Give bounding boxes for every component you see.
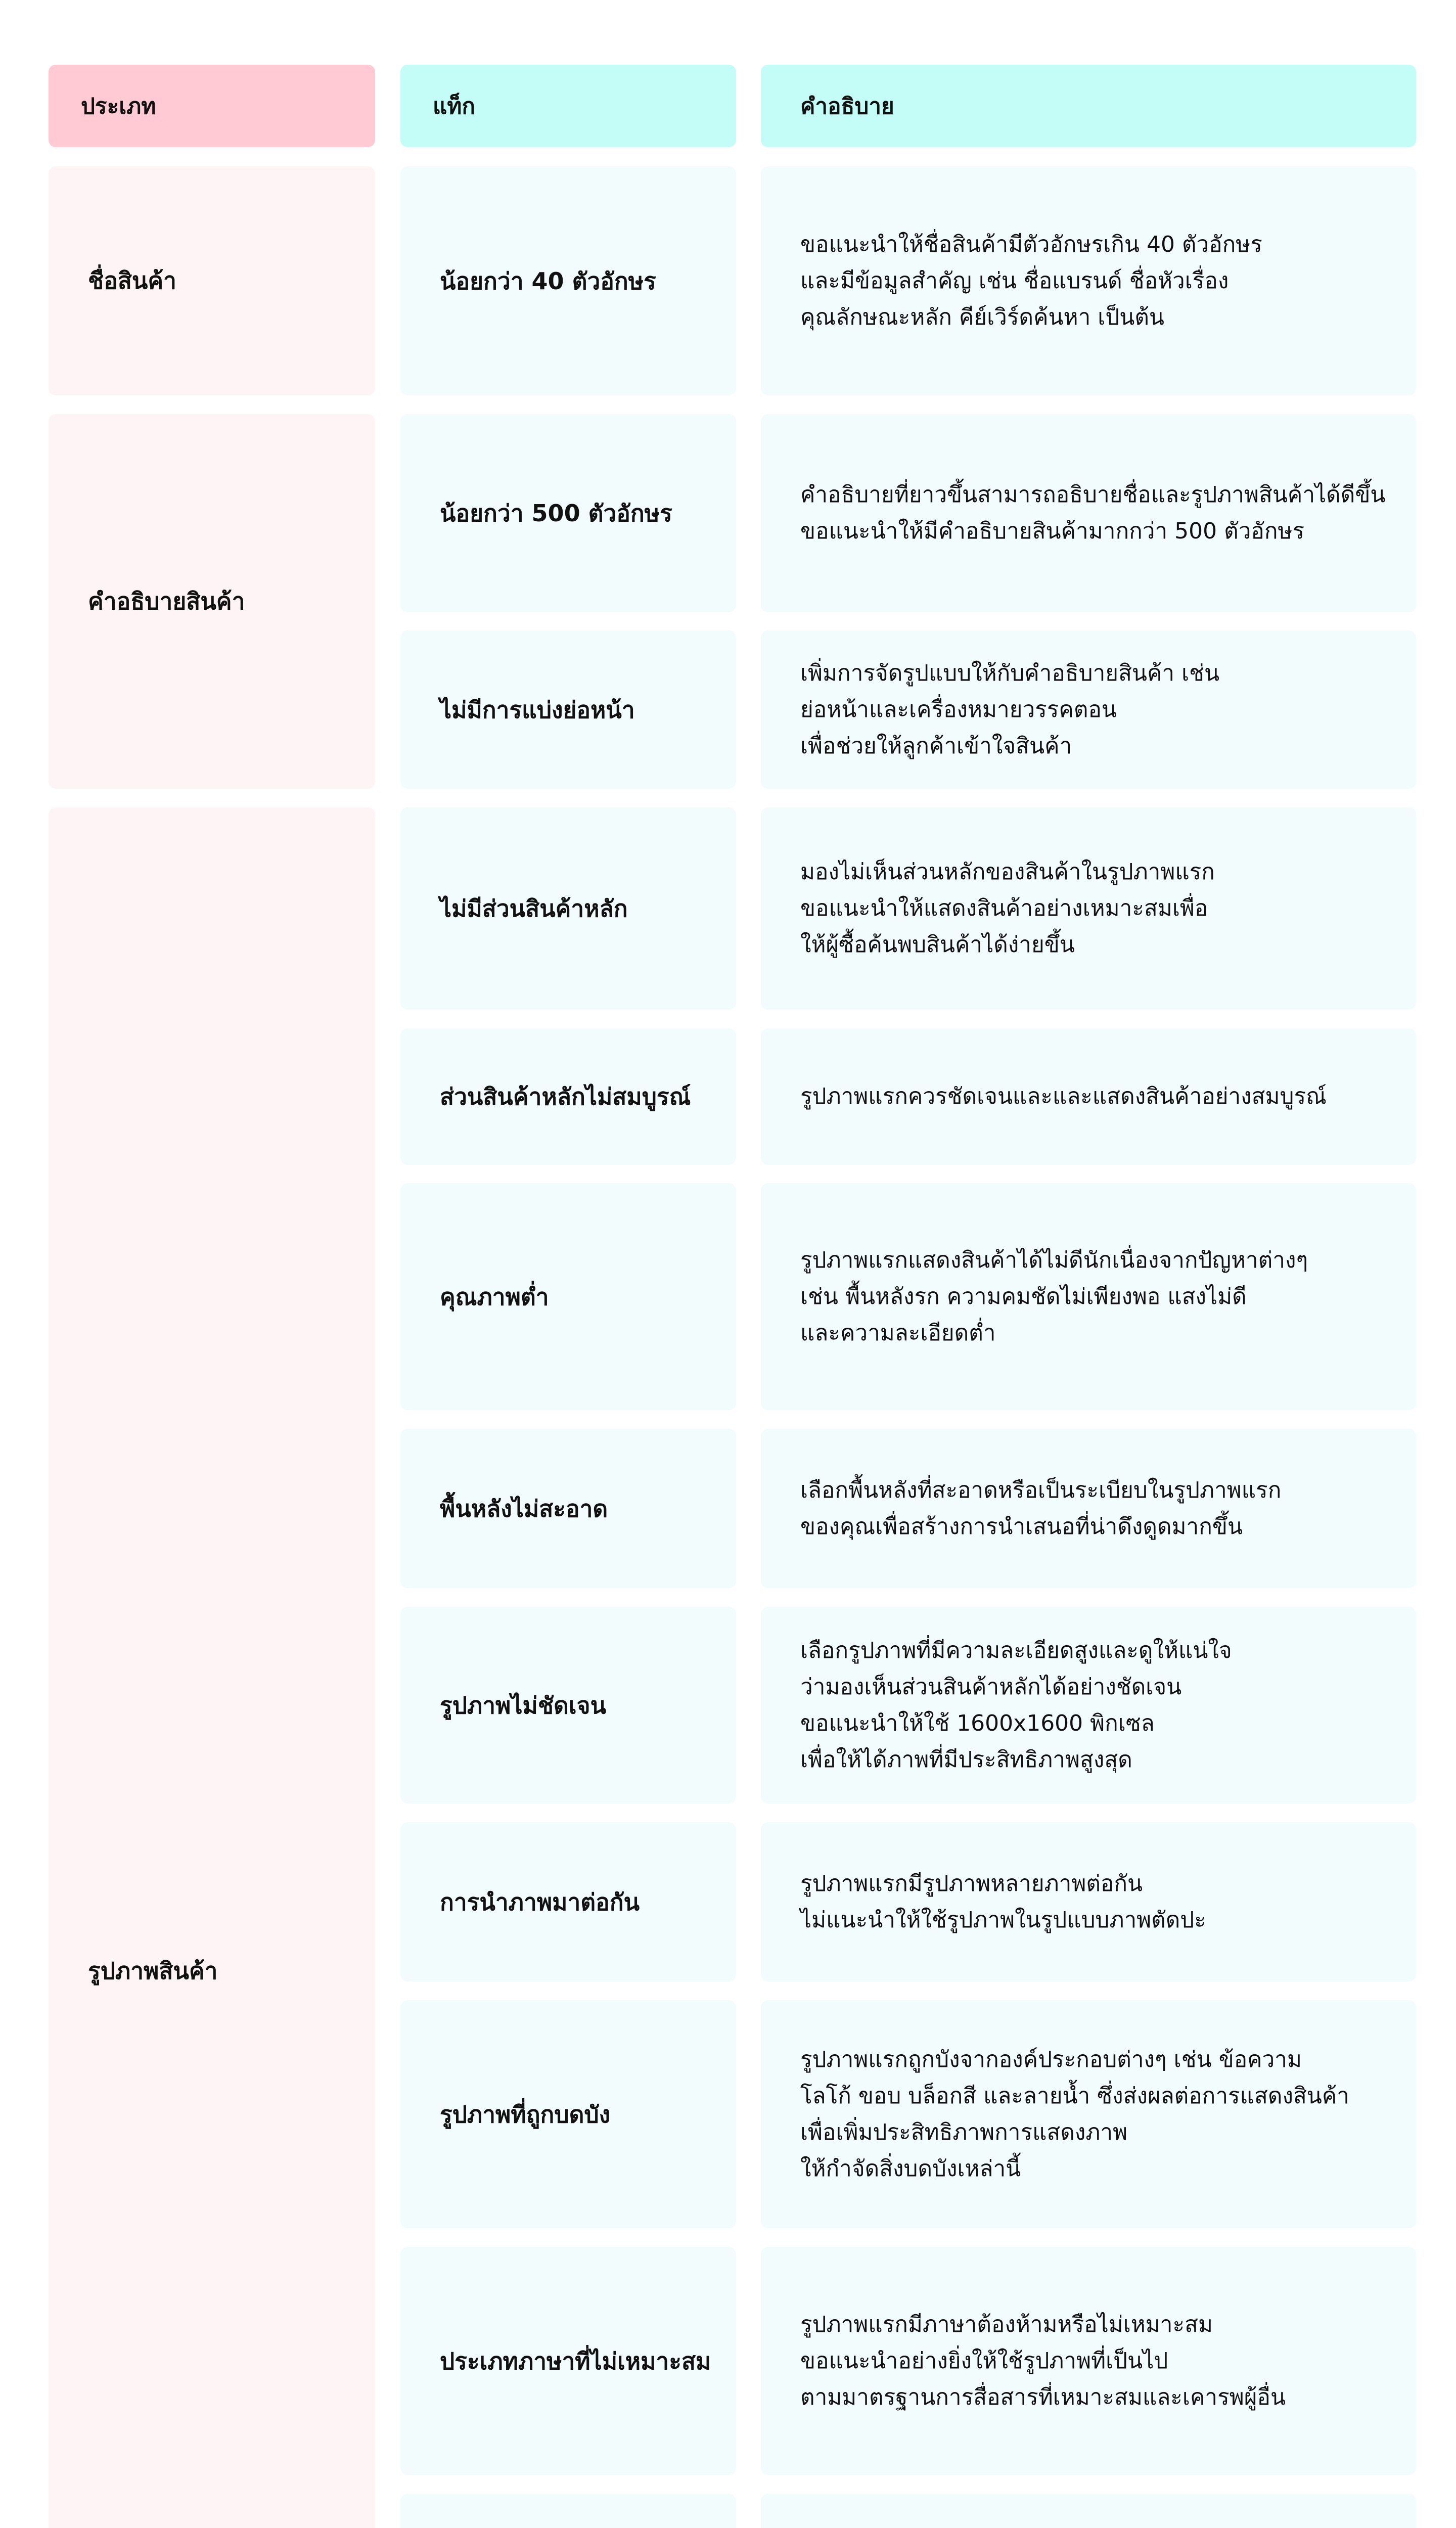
header-description-label: คำอธิบาย: [800, 93, 894, 119]
description-cell: [761, 2000, 1416, 2228]
description-cell: [761, 807, 1416, 1010]
tag-cell: [400, 1607, 736, 1803]
description-text: เพิ่มการจัดรูปแบบให้กับคำอธิบายสินค้า เช่น ย่อหน้าและเครื่องหมายวรรคตอน เพื่อช่วยให้ลูกค้าเข้าใจสินค้า: [800, 660, 1220, 759]
tag-label: คุณภาพต่ำ: [440, 1283, 549, 1311]
description-text: ขอแนะนำให้ชื่อสินค้ามีตัวอักษรเกิน 40 ตัวอักษร และมีข้อมูลสำคัญ เช่น ชื่อแบรนด์ ชื่อหัวเรื่อง คุณลักษณะหลัก คีย์เวิร์ดค้นหา เป็นต้น: [800, 231, 1262, 330]
description-text: รูปภาพแรกถูกบังจากองค์ประกอบต่างๆ เช่น ข้อความ โลโก้ ขอบ บล็อกสี และลายน้ำ ซึ่งส่งผลต่อการแสดงสินค้า เพื่อเพิ่มประสิทธิภาพการแสดงภาพ ให้กำจัดสิ่งบดบังเหล่านี้: [800, 2046, 1350, 2182]
category-product-name: [49, 166, 375, 395]
category-label: รูปภาพสินค้า: [88, 1957, 218, 1984]
description-text: รูปภาพแรกมีรูปภาพหลายภาพต่อกัน ไม่แนะนำให้ใช้รูปภาพในรูปแบบภาพตัดปะ: [800, 1870, 1206, 1933]
description-cell: [761, 1028, 1416, 1165]
description-text: รูปภาพแรกมีภาษาต้องห้ามหรือไม่เหมาะสม ขอแนะนำอย่างยิ่งให้ใช้รูปภาพที่เป็นไป ตามมาตรฐานการสื่อสารที่เหมาะสมและเคารพผู้อื่น: [800, 2311, 1286, 2410]
tag-label: พื้นหลังไม่สะอาด: [440, 1495, 608, 1522]
description-cell: [761, 166, 1416, 395]
tag-label: น้อยกว่า 500 ตัวอักษร: [440, 500, 672, 527]
tag-cell: [400, 414, 736, 612]
header-tag-label: แท็ก: [433, 93, 476, 119]
tag-cell: [400, 1429, 736, 1588]
tag-label: รูปภาพที่ถูกบดบัง: [440, 2100, 611, 2128]
category-product-description: [49, 414, 375, 789]
tag-cell: [400, 1028, 736, 1165]
description-text: รูปภาพแรกควรชัดเจนและและแสดงสินค้าอย่างสมบูรณ์: [800, 1084, 1327, 1109]
description-text: มองไม่เห็นส่วนหลักของสินค้าในรูปภาพแรก ขอแนะนำให้แสดงสินค้าอย่างเหมาะสมเพื่อ ให้ผู้ซื้อค้นพบสินค้าได้ง่ายขึ้น: [800, 859, 1215, 958]
tag-cell: [400, 807, 736, 1010]
tag-cell: [400, 1822, 736, 1981]
tag-cell: [400, 166, 736, 395]
tag-cell: [400, 2494, 736, 2528]
category-product-images: [49, 807, 375, 2528]
description-cell: [761, 630, 1416, 789]
tag-label: น้อยกว่า 40 ตัวอักษร: [440, 267, 656, 295]
description-cell: [761, 1183, 1416, 1410]
description-cell: [761, 2494, 1416, 2528]
description-text: เลือกพื้นหลังที่สะอาดหรือเป็นระเบียบในรูปภาพแรก ของคุณเพื่อสร้างการนำเสนอที่น่าดึงดูดมากขึ้น: [800, 1477, 1282, 1540]
description-cell: [761, 1822, 1416, 1981]
tag-label: รูปภาพไม่ชัดเจน: [440, 1691, 607, 1719]
tag-cell: [400, 2247, 736, 2475]
tag-label: การนำภาพมาต่อกัน: [440, 1888, 640, 1916]
description-text: คำอธิบายที่ยาวขึ้นสามารถอธิบายชื่อและรูปภาพสินค้าได้ดีขึ้น ขอแนะนำให้มีคำอธิบายสินค้ามากกว่า 500 ตัวอักษร: [800, 482, 1386, 544]
header-description: [761, 65, 1416, 147]
description-text: เลือกรูปภาพที่มีความละเอียดสูงและดูให้แน่ใจ ว่ามองเห็นส่วนสินค้าหลักได้อย่างชัดเจน ขอแนะนำให้ใช้ 1600x1600 พิกเซล เพื่อให้ได้ภาพที่มีประสิทธิภาพสูงสุด: [800, 1637, 1232, 1773]
tag-label: ไม่มีส่วนสินค้าหลัก: [440, 895, 628, 922]
description-cell: [761, 1429, 1416, 1588]
tag-cell: [400, 630, 736, 789]
tag-label: ไม่มีการแบ่งย่อหน้า: [440, 696, 635, 724]
tag-label: ส่วนสินค้าหลักไม่สมบูรณ์: [440, 1083, 691, 1110]
tag-label: ประเภทภาษาที่ไม่เหมาะสม: [440, 2347, 711, 2375]
description-cell: [761, 414, 1416, 612]
tag-cell: [400, 2000, 736, 2228]
tag-cell: [400, 1183, 736, 1410]
description-cell: [761, 2247, 1416, 2475]
header-category: [49, 65, 375, 147]
header-tag: [400, 65, 736, 147]
category-label: ชื่อสินค้า: [88, 267, 176, 294]
category-label: คำอธิบายสินค้า: [88, 588, 245, 615]
description-cell: [761, 1607, 1416, 1803]
description-text: รูปภาพแรกแสดงสินค้าได้ไม่ดีนักเนื่องจากปัญหาต่างๆ เช่น พื้นหลังรก ความคมชัดไม่เพียงพอ แสงไม่ดี และความละเอียดต่ำ: [800, 1247, 1308, 1346]
header-category-label: ประเภท: [81, 93, 156, 119]
